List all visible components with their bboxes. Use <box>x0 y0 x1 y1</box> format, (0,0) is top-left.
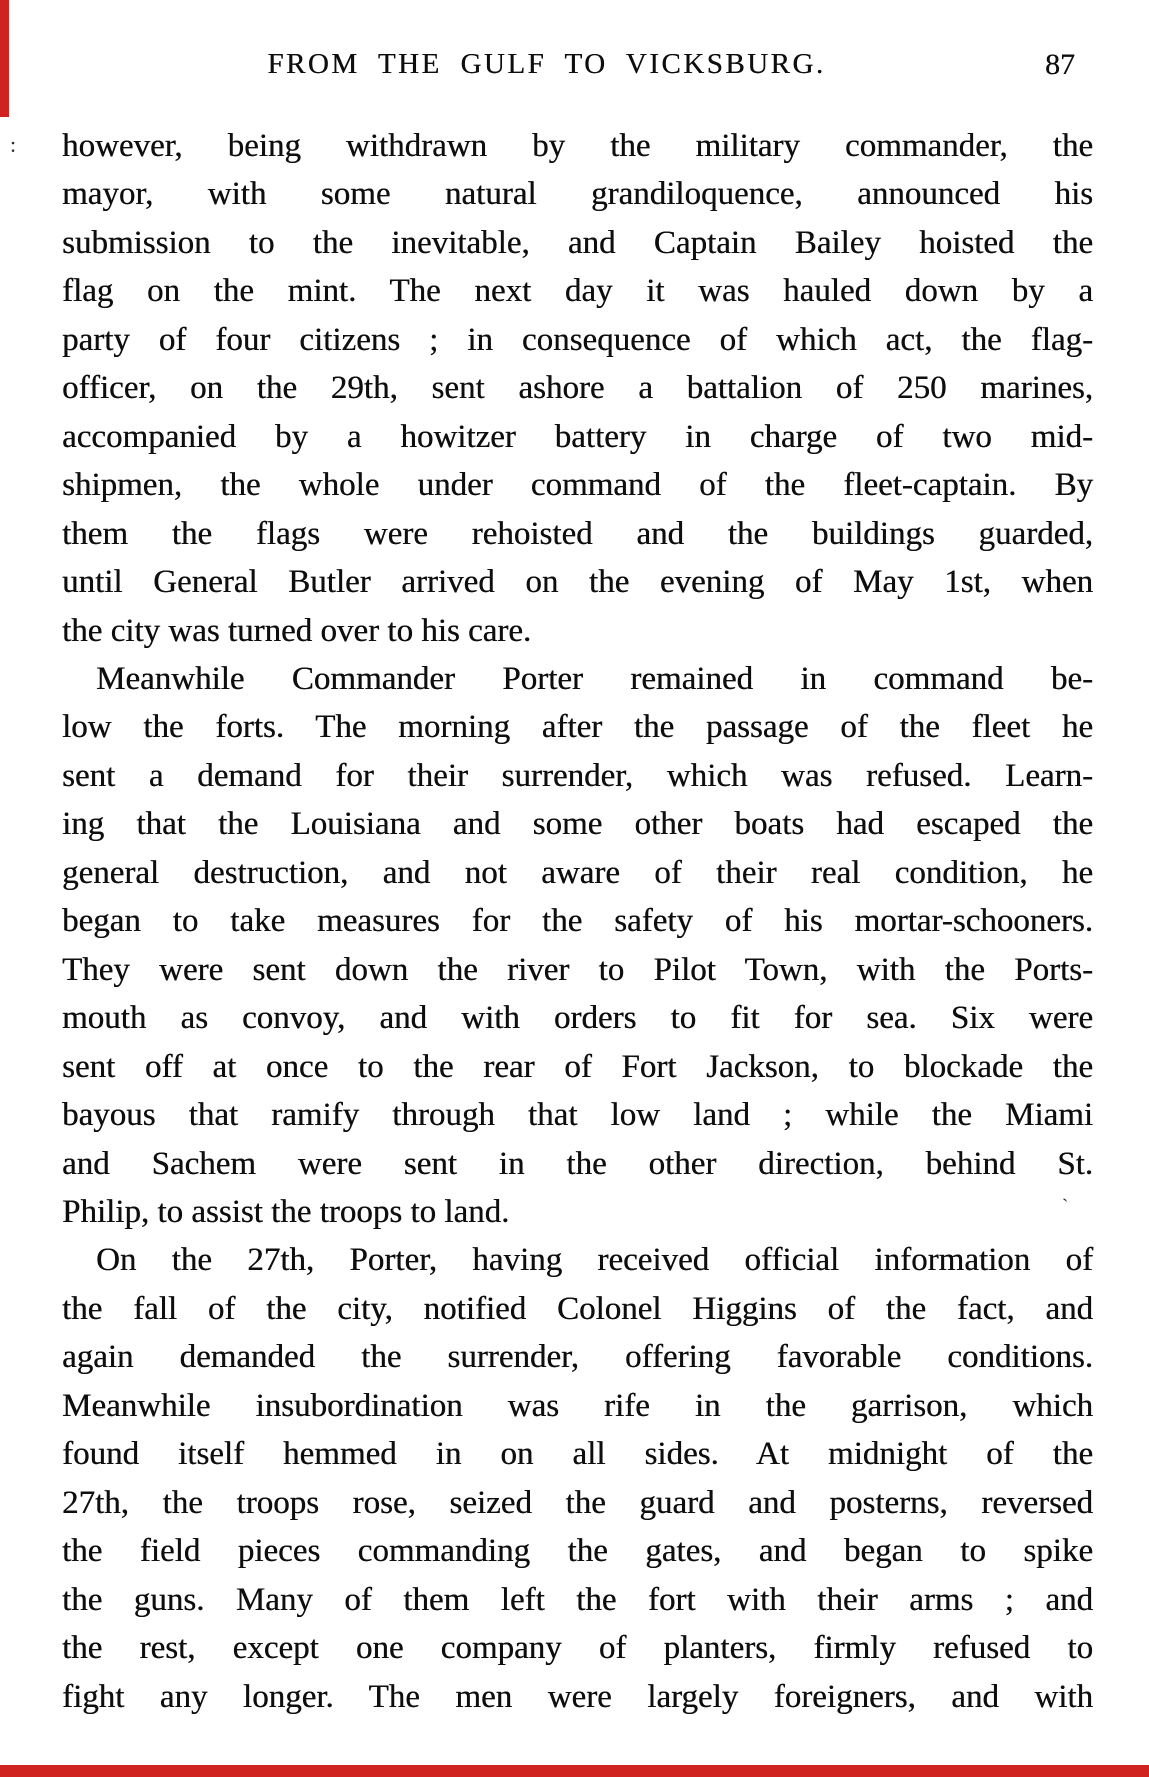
text-line: Philip, to assist the troops to land. <box>62 1193 510 1230</box>
text-line: the rest, except one company of planters, firmly refused to <box>62 1630 1093 1667</box>
text-line: however, being withdrawn by the military commander, the <box>62 128 1093 164</box>
text-line: began to take measures for the safety of his mortar-schooners. <box>62 903 1093 940</box>
running-title-wrap <box>62 48 1093 81</box>
page-header <box>62 48 1093 90</box>
text-line: mayor, with some natural grandiloquence, announced his <box>62 176 1093 213</box>
paragraph-1 <box>62 122 1093 655</box>
page-number: 87 <box>1045 48 1075 81</box>
text-line: general destruction, and not aware of their real condition, he <box>62 854 1093 891</box>
text-line: Meanwhile insubordination was rife in the garrison, which <box>62 1387 1093 1424</box>
text-line: mouth as convoy, and with orders to fit for sea. Six were <box>62 1000 1093 1037</box>
text-line: sent off at once to the rear of Fort Jackson, to blockade the <box>62 1048 1093 1085</box>
text-line: submission to the inevitable, and Captain Bailey hoisted the <box>62 224 1093 261</box>
text-line: On the 27th, Porter, having received official information of <box>96 1242 1093 1279</box>
text-line: again demanded the surrender, offering favorable conditions. <box>62 1339 1093 1376</box>
text-line: the city was turned over to his care. <box>62 612 532 649</box>
scan-edge-mark-bottom <box>0 1765 1149 1777</box>
text-line: the fall of the city, notified Colonel Higgins of the fact, and <box>62 1290 1093 1327</box>
text-line: accompanied by a howitzer battery in charge of two mid- <box>62 418 1093 455</box>
text-line: They were sent down the river to Pilot Town, with the Ports- <box>62 951 1093 988</box>
text-line: ing that the Louisiana and some other boats had escaped the <box>62 806 1093 843</box>
text-line: until General Butler arrived on the evening of May 1st, when <box>62 564 1093 601</box>
paragraph-3 <box>62 1236 1093 1721</box>
text-line: Meanwhile Commander Porter remained in command be- <box>96 660 1093 697</box>
text-line: the guns. Many of them left the fort with their arms ; and <box>62 1581 1093 1618</box>
page-body <box>62 122 1093 1721</box>
text-line: sent a demand for their surrender, which was refused. Learn- <box>62 757 1093 794</box>
text-line: fight any longer. The men were largely foreigners, and with <box>62 1678 1093 1715</box>
text-line: officer, on the 29th, sent ashore a battalion of 250 marines, <box>62 370 1093 407</box>
text-line: found itself hemmed in on all sides. At midnight of the <box>62 1436 1093 1473</box>
text-line: party of four citizens ; in consequence of which act, the flag- <box>62 321 1093 358</box>
scan-speck-left: : <box>10 132 17 157</box>
scan-edge-mark-left <box>0 0 9 117</box>
running-title: FROM THE GULF TO VICKSBURG. <box>267 48 826 80</box>
text-line: the field pieces commanding the gates, and began to spike <box>62 1533 1093 1570</box>
text-line: and Sachem were sent in the other direction, behind St. <box>62 1145 1093 1182</box>
text-line: them the flags were rehoisted and the buildings guarded, <box>62 515 1093 552</box>
text-line: bayous that ramify through that low land ; while the Miami <box>62 1097 1093 1134</box>
scan-speck-right: ` <box>1062 1196 1069 1217</box>
text-line: low the forts. The morning after the passage of the fleet he <box>62 709 1093 746</box>
paragraph-2 <box>62 655 1093 1236</box>
text-line: shipmen, the whole under command of the fleet-captain. By <box>62 467 1093 504</box>
text-line: flag on the mint. The next day it was hauled down by a <box>62 273 1093 310</box>
text-line: 27th, the troops rose, seized the guard and posterns, reversed <box>62 1484 1093 1521</box>
